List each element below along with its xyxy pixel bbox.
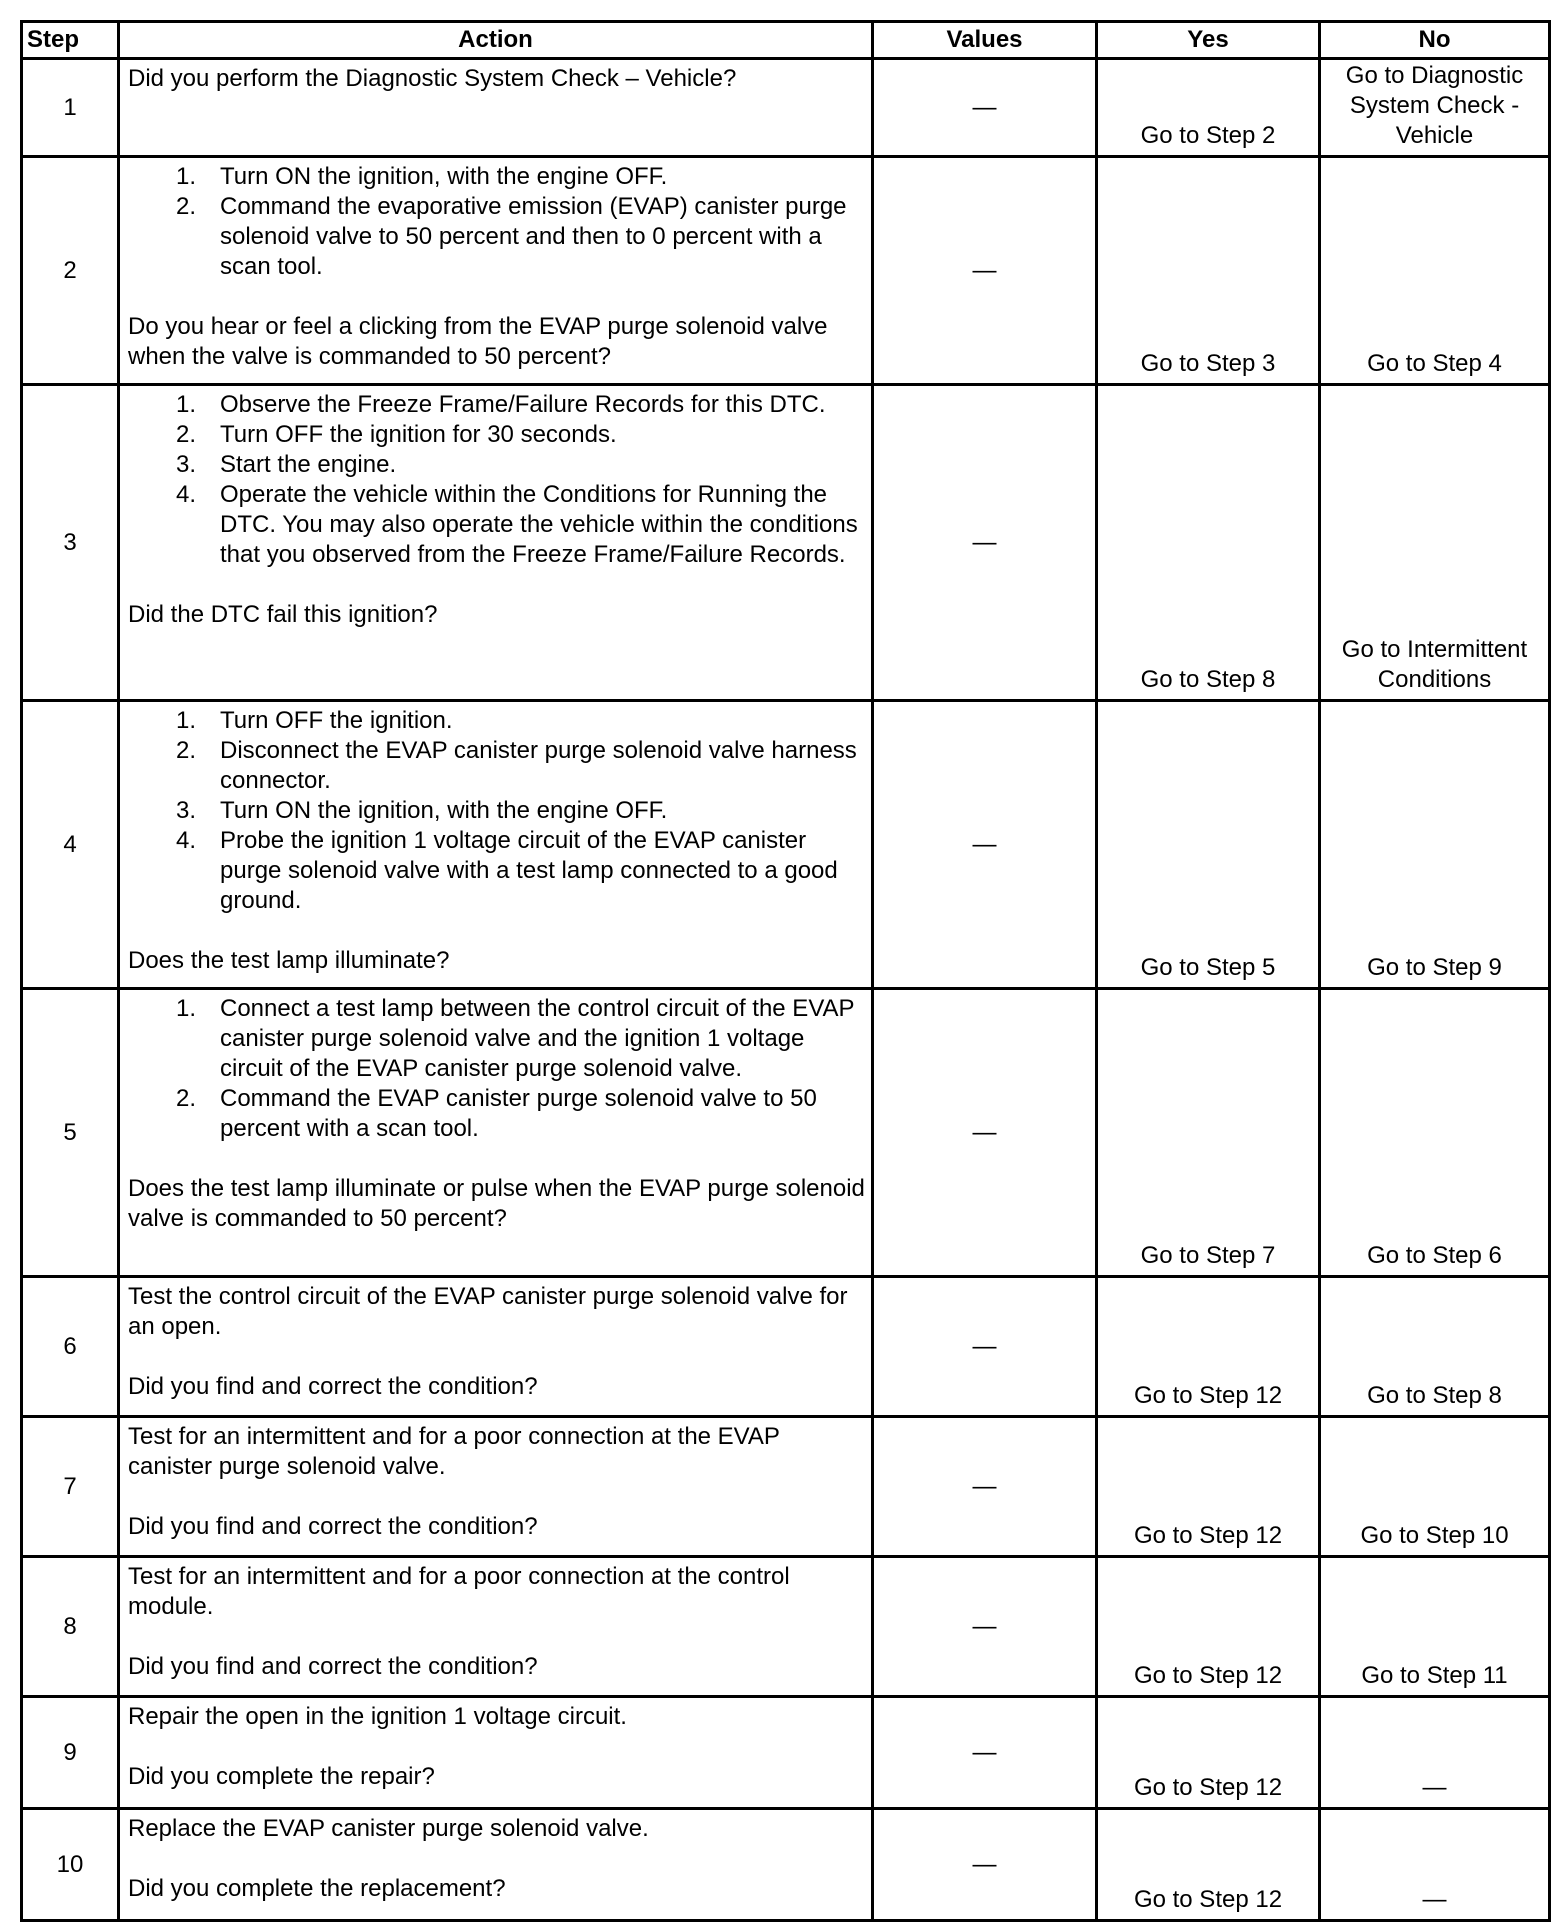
- action-text: Test the control circuit of the EVAP canister purge solenoid valve for an open.: [128, 1283, 848, 1340]
- values-cell: —: [873, 701, 1097, 989]
- step-number: 6: [22, 1277, 119, 1417]
- header-values: Values: [873, 22, 1097, 59]
- yes-cell: Go to Step 12: [1097, 1417, 1320, 1557]
- table-row: [22, 1697, 1550, 1809]
- no-cell: —: [1320, 1697, 1550, 1809]
- action-cell: [119, 1697, 873, 1809]
- action-cell: [119, 1557, 873, 1697]
- values-cell: —: [873, 385, 1097, 701]
- step-number: 10: [22, 1809, 119, 1921]
- diagnostic-table: [20, 20, 1551, 1922]
- values-cell: —: [873, 1697, 1097, 1809]
- no-cell: Go to Step 9: [1320, 701, 1550, 989]
- action-list-item: 2. Command the EVAP canister purge solenoid valve to 50 percent with a scan tool.: [175, 1085, 817, 1142]
- action-cell: [119, 701, 873, 989]
- no-cell: Go to Step 4: [1320, 157, 1550, 385]
- table-row: [22, 385, 1550, 701]
- action-question: Did the DTC fail this ignition?: [128, 601, 438, 628]
- step-number: 1: [22, 59, 119, 157]
- header-row: [22, 22, 1550, 59]
- action-list-item: 1. Observe the Freeze Frame/Failure Records for this DTC.: [175, 391, 826, 418]
- table-row: [22, 1557, 1550, 1697]
- values-cell: —: [873, 1809, 1097, 1921]
- action-cell: [119, 1809, 873, 1921]
- action-cell: [119, 157, 873, 385]
- action-cell: [119, 989, 873, 1277]
- yes-cell: Go to Step 12: [1097, 1697, 1320, 1809]
- yes-cell: Go to Step 5: [1097, 701, 1320, 989]
- action-cell: [119, 385, 873, 701]
- table-row: [22, 157, 1550, 385]
- no-cell: Go to Step 10: [1320, 1417, 1550, 1557]
- no-cell: Go to Step 8: [1320, 1277, 1550, 1417]
- yes-cell: Go to Step 3: [1097, 157, 1320, 385]
- values-cell: —: [873, 989, 1097, 1277]
- header-action: Action: [119, 22, 873, 59]
- table-row: [22, 989, 1550, 1277]
- action-list: [128, 706, 865, 916]
- yes-cell: Go to Step 12: [1097, 1809, 1320, 1921]
- no-cell: Go to Step 6: [1320, 989, 1550, 1277]
- header-step: Step: [22, 22, 119, 59]
- action-text: Repair the open in the ignition 1 voltage circuit.: [128, 1703, 627, 1730]
- table-row: [22, 1277, 1550, 1417]
- step-number: 9: [22, 1697, 119, 1809]
- action-list-item: 3. Start the engine.: [175, 451, 397, 478]
- values-cell: —: [873, 1277, 1097, 1417]
- table-row: [22, 59, 1550, 157]
- values-cell: —: [873, 157, 1097, 385]
- action-cell: [119, 59, 873, 157]
- no-cell: —: [1320, 1809, 1550, 1921]
- action-question: Does the test lamp illuminate or pulse when the EVAP purge solenoid valve is commanded to 50 percent?: [128, 1175, 865, 1232]
- yes-cell: Go to Step 12: [1097, 1277, 1320, 1417]
- action-text: Replace the EVAP canister purge solenoid valve.: [128, 1815, 649, 1842]
- action-list-item: 1. Connect a test lamp between the control circuit of the EVAP canister purge solenoid valve and the ignition 1 voltage circuit of the EVAP canister purge solenoid valve.: [175, 995, 855, 1082]
- action-list-item: 2. Turn OFF the ignition for 30 seconds.: [175, 421, 617, 448]
- table-row: [22, 701, 1550, 989]
- action-list-item: 3. Turn ON the ignition, with the engine OFF.: [175, 797, 668, 824]
- values-cell: —: [873, 59, 1097, 157]
- step-number: 4: [22, 701, 119, 989]
- step-number: 8: [22, 1557, 119, 1697]
- action-question: Did you find and correct the condition?: [128, 1373, 538, 1400]
- yes-cell: Go to Step 2: [1097, 59, 1320, 157]
- step-number: 2: [22, 157, 119, 385]
- action-question: Do you hear or feel a clicking from the EVAP purge solenoid valve when the valve is commanded to 50 percent?: [128, 313, 828, 370]
- no-cell: Go to Step 11: [1320, 1557, 1550, 1697]
- action-list: [128, 162, 865, 282]
- step-number: 7: [22, 1417, 119, 1557]
- action-cell: [119, 1277, 873, 1417]
- table-row: [22, 1809, 1550, 1921]
- action-text: Did you perform the Diagnostic System Check – Vehicle?: [128, 65, 737, 92]
- action-list: [128, 994, 865, 1144]
- no-cell: Go to Intermittent Conditions: [1320, 385, 1550, 701]
- values-cell: —: [873, 1417, 1097, 1557]
- action-list-item: 2. Command the evaporative emission (EVAP) canister purge solenoid valve to 50 percent and then to 0 percent with a scan tool.: [175, 193, 847, 280]
- action-question: Did you complete the replacement?: [128, 1875, 506, 1902]
- action-list: [128, 390, 865, 570]
- step-number: 5: [22, 989, 119, 1277]
- action-question: Did you find and correct the condition?: [128, 1513, 538, 1540]
- action-text: Test for an intermittent and for a poor connection at the EVAP canister purge solenoid valve.: [128, 1423, 780, 1480]
- step-number: 3: [22, 385, 119, 701]
- action-question: Did you complete the repair?: [128, 1763, 435, 1790]
- yes-cell: Go to Step 12: [1097, 1557, 1320, 1697]
- action-question: Does the test lamp illuminate?: [128, 947, 450, 974]
- action-cell: [119, 1417, 873, 1557]
- no-cell: Go to Diagnostic System Check - Vehicle: [1320, 59, 1550, 157]
- action-list-item: 1. Turn OFF the ignition.: [175, 707, 453, 734]
- yes-cell: Go to Step 8: [1097, 385, 1320, 701]
- action-text: Test for an intermittent and for a poor connection at the control module.: [128, 1563, 790, 1620]
- header-no: No: [1320, 22, 1550, 59]
- action-list-item: 4. Operate the vehicle within the Conditions for Running the DTC. You may also operate the vehicle within the conditions that you observed from the Freeze Frame/Failure Records.: [175, 481, 858, 568]
- action-list-item: 2. Disconnect the EVAP canister purge solenoid valve harness connector.: [175, 737, 857, 794]
- values-cell: —: [873, 1557, 1097, 1697]
- yes-cell: Go to Step 7: [1097, 989, 1320, 1277]
- table-row: [22, 1417, 1550, 1557]
- action-list-item: 1. Turn ON the ignition, with the engine OFF.: [175, 163, 668, 190]
- action-question: Did you find and correct the condition?: [128, 1653, 538, 1680]
- header-yes: Yes: [1097, 22, 1320, 59]
- action-list-item: 4. Probe the ignition 1 voltage circuit of the EVAP canister purge solenoid valve with a test lamp connected to a good ground.: [175, 827, 838, 914]
